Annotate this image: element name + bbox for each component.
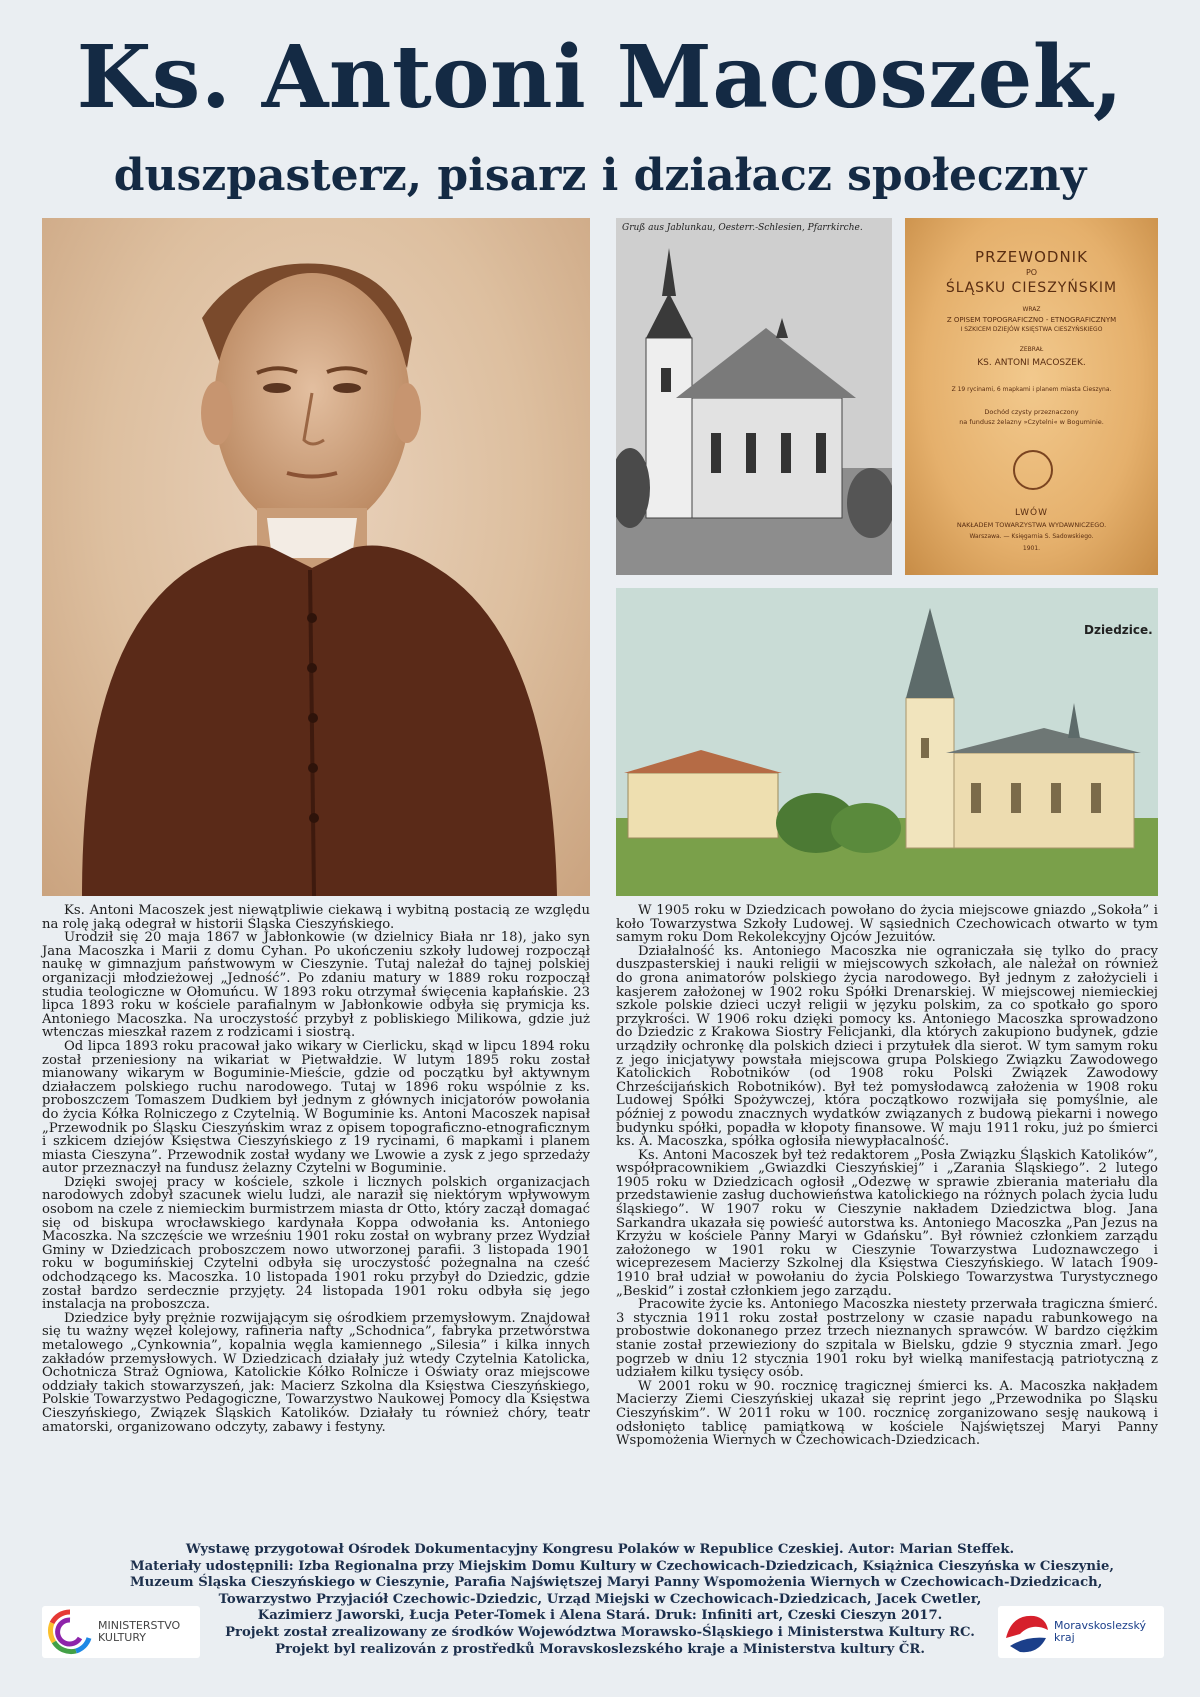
- ministry-of-culture-logo: [42, 1606, 200, 1658]
- paragraph: Działalność ks. Antoniego Macoszka nie ograniczała się tylko do pracy duszpasterskiej i nauki religii w miejscowych szkołach, ale należał on również do grona animatorów polskiego życia narodowego. Był jednym z założycieli i kasjerem założonej w 1902 roku Spółki Drenarskiej. W miejscowej niemieckiej szkole polskie dzieci uczył religii w języku polskim, za co spotkało go sporo przykrości. W 1906 roku dzięki pomocy ks. Antoniego Macoszka sprowadzono do Dziedzic z Krakowa Siostry Felicjanki, dla których zakupiono budynek, gdzie urządziły ochronkę dla polskich dzieci i przytułek dla sierot. W tym samym roku z jego inicjatywy powstała miejscowa grupa Polskiego Związku Zawodowego Katolickich Robotników (od 1908 roku Polski Związek Zawodowy Chrześcijańskich Robotników). Był też pomysłodawcą założenia w 1908 roku Ludowej Spółki Spożywczej, która początkowo rozwijała się pomyślnie, ale później z powodu znacznych wydatków związanych z budową piekarni i nowego budynku spółki, popadła w kłopoty finansowe. W maju 1911 roku, już po śmierci ks. A. Macoszka, spółka ogłosiła niewypłacalność.: [616, 943, 1158, 1150]
- book-proceeds1: Dochód czysty przeznaczony: [984, 408, 1079, 416]
- book-title-line3: ŚLĄSKU CIESZYŃSKIM: [945, 280, 1118, 296]
- book-author: KS. ANTONI MACOSZEK.: [977, 358, 1086, 368]
- paragraph: Od lipca 1893 roku pracował jako wikary w Cierlicku, skąd w lipcu 1894 roku został przeniesiony na wikariat w Pietwałdzie. W lutym 1895 roku został mianowany wikarym w Boguminie-Mieście, gdzie od początku był aktywnym działaczem polskiego ruchu narodowego. Tutaj w 1896 roku wspólnie z ks. proboszczem Tomaszem Dudkiem był jednym z głównych inicjatorów powołania do życia Kółka Rolniczego z Czytelnią. W Boguminie ks. Antoni Macoszek napisał „Przewodnik po Śląsku Cieszyńskim wraz z opisem topograficzno-etnograficznym i szkicem dziejów Księstwa Cieszyńskiego z 19 rycinami, 6 mapkami i planem miasta Cieszyna”. Przewodnik został wydany we Lwowie a zysk z jego sprzedaży autor przeznaczył na fundusz żelazny Czytelni w Boguminie.: [42, 1038, 590, 1177]
- credit-line: Kazimierz Jaworski, Łucja Peter-Tomek i Alena Stará. Druk: Infiniti art, Czeski Cieszyn 2017.: [257, 1608, 943, 1624]
- book-cover-photo: [905, 218, 1158, 575]
- body-column-left: [42, 904, 590, 1434]
- credit-line: Materiały udostępnili: Izba Regionalna przy Miejskim Domu Kultury w Czechowicach-Dziedzicach, Książnica Cieszyńska w Cieszynie,: [130, 1558, 1114, 1574]
- book-subtitle2: Z OPISEM TOPOGRAFICZNO - ETNOGRAFICZNYM: [946, 316, 1117, 324]
- book-city: LWÓW: [1014, 508, 1049, 518]
- book-title-line2: PO: [1025, 268, 1038, 277]
- portrait-photo: [42, 218, 590, 896]
- page-title: Ks. Antoni Macoszek,: [76, 27, 1124, 128]
- credit-line: Projekt byl realizován z prostředků Moravskoslezského kraje a Ministerstva kultury ČR.: [275, 1641, 925, 1657]
- page-subtitle: duszpasterz, pisarz i działacz społeczny: [113, 150, 1087, 201]
- paragraph: Ks. Antoni Macoszek był też redaktorem „Posła Związku Śląskich Katolików”, współpracownikiem „Gwiazdki Cieszyńskiej” i „Zarania Śląskiego”. 2 lutego 1905 roku w Dziedzicach ogłosił „Odezwę w sprawie zbierania materiału dla przedstawienie zasług duchowieństwa katolickiego na różnych polach życia ludu śląskiego”. W 1907 roku w Cieszynie nakładem Dziedzictwa blog. Jana Sarkandra ukazała się powieść autorstwa ks. Antoniego Macoszka „Pan Jezus na Krzyżu w kościele Panny Maryi w Gdańsku”. Był również członkiem zarządu założonego w 1901 roku w Cieszynie Towarzystwa Ludoznawczego i wiceprezesem Macierzy Szkolnej dla Księstwa Cieszyńskiego. W latach 1909-1910 brał udział w powołaniu do życia Polskiego Towarzystwa Turystycznego „Beskid” i został członkiem jego zarządu.: [616, 1147, 1158, 1299]
- book-subtitle3: I SZKICEM DZIEJÓW KSIĘSTWA CIESZYŃSKIEGO: [960, 326, 1103, 333]
- credit-line: Wystawę przygotował Ośrodek Dokumentacyjny Kongresu Polaków w Republice Czeskiej. Autor: Marian Steffek.: [185, 1542, 1015, 1557]
- credit-line: Muzeum Śląska Cieszyńskiego w Cieszynie, Parafia Najświętszej Maryi Panny Wspomożenia Wiernych w Czechowicach-Dziedzicach,: [130, 1575, 1103, 1591]
- region-line1: Moravskoslezský: [1054, 1619, 1146, 1632]
- moravian-silesian-region-logo: [998, 1606, 1164, 1658]
- ornament-icon: [1013, 450, 1053, 490]
- credit-line: Towarzystwo Przyjaciół Czechowic-Dziedzic, Urząd Miejski w Czechowicach-Dziedzicach, Jacek Cwetler,: [218, 1591, 982, 1607]
- book-publisher: NAKŁADEM TOWARZYSTWA WYDAWNICZEGO.: [956, 521, 1107, 529]
- book-proceeds2: na fundusz żelazny »Czytelni« w Boguminie.: [959, 418, 1104, 426]
- portrait-illustration: [42, 218, 590, 896]
- ministry-line1: MINISTERSTVO: [98, 1619, 181, 1632]
- book-subtitle1: WRAZ: [1022, 306, 1041, 313]
- book-illustrations: Z 19 rycinami, 6 mapkami i planem miasta Cieszyna.: [951, 386, 1112, 393]
- ministry-line2: KULTURY: [98, 1631, 147, 1644]
- church-top-caption: Gruß aus Jablunkau, Oesterr.-Schlesien, Pfarrkirche.: [622, 223, 863, 233]
- region-logo-icon: [1002, 1608, 1052, 1656]
- ministry-logo-icon: [46, 1608, 94, 1656]
- paragraph: Dzięki swojej pracy w kościele, szkole i licznych polskich organizacjach narodowych zdobył szacunek wielu ludzi, ale naraził się niektórym wpływowym osobom na czele z niemieckim burmistrzem miasta dr Otto, który zaczął domagać się od biskupa wrocławskiego kardynała Koppa odwołania ks. Antoniego Macoszka. Na szczęście we wrześniu 1901 roku został on wybrany przez Wydział Gminy w Dziedzicach proboszczem nowo utworzonej parafii. 3 listopada 1901 roku w bogumińskiej Czytelni odbyła się uroczystość pożegnalna na cześć odchodzącego ks. Macoszka. 10 listopada 1901 roku przybył do Dziedzic, gdzie został bardzo serdecznie przyjęty. 24 listopada 1901 roku odbyła się jego instalacja na proboszcza.: [42, 1174, 590, 1313]
- book-title-line1: PRZEWODNIK: [975, 248, 1088, 266]
- paragraph: W 1905 roku w Dziedzicach powołano do życia miejscowe gniazdo „Sokoła” i koło Towarzystwa Szkoły Ludowej. W sąsiednich Czechowicach otwarto w tym samym roku Dom Rekolekcyjny Ojców Jezuitów.: [616, 903, 1158, 946]
- paragraph: Urodził się 20 maja 1867 w Jabłonkowie (w dzielnicy Biała nr 18), jako syn Jana Macoszka i Marii z domu Cyhan. Po ukończeniu szkoły ludowej rozpoczął naukę w gimnazjum państwowym w Cieszynie. Tutaj należał do tajnej polskiej organizacji młodzieżowej „Jedność”. Po zdaniu matury w 1889 roku rozpoczął studia teologiczne w Ołomuńcu. W 1893 roku otrzymał święcenia kapłańskie. 23 lipca 1893 roku w kościele parafialnym w Jabłonkowie odbyła się prymicja ks. Antoniego Macoszka. Na uroczystość przybył z pobliskiego Milikowa, gdzie już wtenczas mieszkał razem z rodzicami i siostrą.: [42, 930, 590, 1041]
- dziedzice-illustration: [616, 588, 1158, 896]
- paragraph: W 2001 roku w 90. rocznicę tragicznej śmierci ks. A. Macoszka nakładem Macierzy Ziemi Cieszyńskiej ukazał się reprint jego „Przewodnika po Śląsku Cieszyńskim”. W 2011 roku w 100. rocznicę zorganizowano sesję naukową i odsłonięto tablicę pamiątkową w kościele Najświętszej Maryi Panny Wspomożenia Wiernych w Czechowicach-Dziedzicach.: [616, 1378, 1158, 1449]
- jablunkau-church-photo: [616, 218, 892, 575]
- book-warsaw: Warszawa. — Księgarnia S. Sadowskiego.: [969, 533, 1094, 540]
- paragraph: Ks. Antoni Macoszek jest niewątpliwie ciekawą i wybitną postacią ze względu na rolę jaką odegrał w historii Śląska Cieszyńskiego.: [42, 903, 590, 932]
- dziedzice-church-photo: [616, 588, 1158, 896]
- book-year: 1901.: [1022, 545, 1041, 552]
- church-illustration: [616, 218, 892, 575]
- body-column-right: [616, 904, 1158, 1448]
- credit-line: Projekt został zrealizowany ze środków Województwa Morawsko-Śląskiego i Ministerstwa Kultury RC.: [225, 1624, 975, 1640]
- church-bottom-caption: Dziedzice.: [1084, 623, 1153, 637]
- paragraph: Dziedzice były prężnie rozwijającym się ośrodkiem przemysłowym. Znajdował się tu ważny węzeł kolejowy, rafineria nafty „Schodnica”, fabryka przetwórstwa metalowego „Cynkownia”, kopalnia węgla kamiennego „Silesia” i kilka innych zakładów przemysłowych. W Dziedzicach działały już wtedy Czytelnia Katolicka, Ochotnicza Straż Ogniowa, Katolickie Kółko Rolnicze i Oświaty oraz miejscowe oddziały takich stowarzyszeń, jak: Macierz Szkolna dla Księstwa Cieszyńskiego, Polskie Towarzystwo Pedagogiczne, Towarzystwo Naukowej Pomocy dla Księstwa Cieszyńskiego, Związek Śląskich Katolików. Działały tu również chóry, teatr amatorski, organizowano odczyty, zabawy i festyny.: [42, 1310, 590, 1435]
- book-by: ZEBRAŁ: [1019, 346, 1044, 353]
- region-line2: kraj: [1054, 1631, 1075, 1644]
- paragraph: Pracowite życie ks. Antoniego Macoszka niestety przerwała tragiczna śmierć. 3 stycznia 1911 roku został postrzelony w czasie napadu rabunkowego na probostwie dokonanego przez trzech nieznanych sprawców. W bardzo ciężkim stanie został przewieziony do szpitala w Bielsku, gdzie 9 stycznia zmarł. Jego pogrzeb w dniu 12 stycznia 1901 roku był wielką manifestacją patriotyczną z udziałem kilku tysięcy osób.: [616, 1297, 1158, 1381]
